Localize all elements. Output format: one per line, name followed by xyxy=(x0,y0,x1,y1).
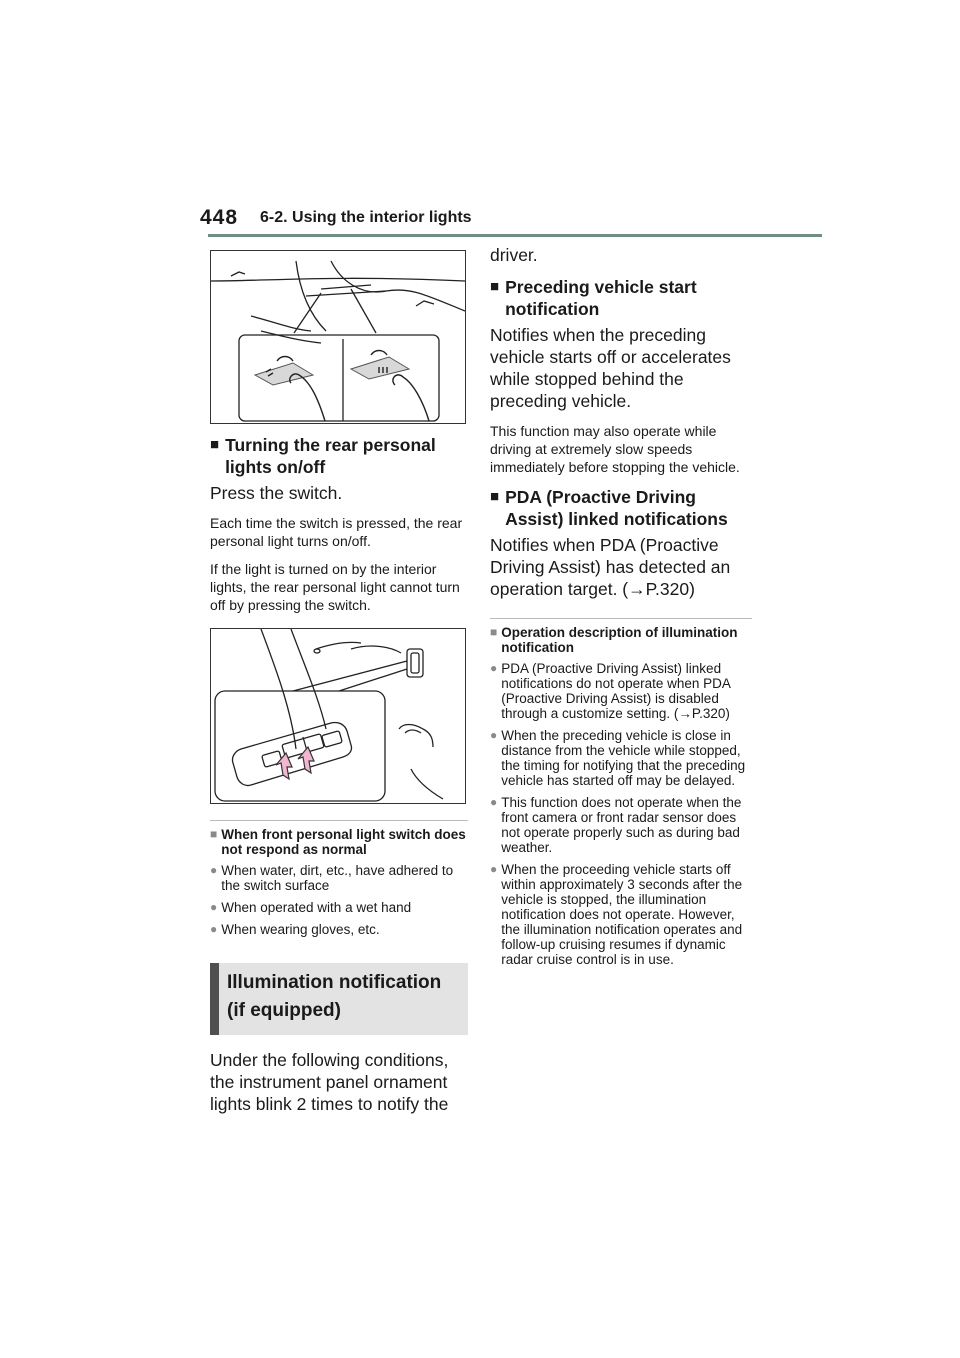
note-each-time: Each time the switch is pressed, the rear personal light turns on/off. xyxy=(210,515,463,549)
note-op-item xyxy=(490,862,752,967)
note-front-item xyxy=(210,863,468,893)
square-bullet-icon: ■ xyxy=(490,625,498,639)
body-preceding: Notifies when the preceding vehicle starts off or accelerates while stopped behind the preceding vehicle. xyxy=(490,325,731,411)
note-op-item-text: When the proceeding vehicle starts off within approximately 3 seconds after the vehicle is stopped, the illumination notification does not operate. However, the illumination notification operates and follow-up cruising resumes if dynamic radar cruise control is in use. xyxy=(501,862,743,967)
note-front-item-text: When operated with a wet hand xyxy=(221,900,412,915)
right-column xyxy=(490,245,752,974)
round-bullet-icon: ● xyxy=(490,661,498,675)
note-front-item-text: When water, dirt, etc., have adhered to the switch surface xyxy=(221,863,454,893)
note-preceding: This function may also operate while driving at extremely slow speeds immediately before stopping the vehicle. xyxy=(490,423,740,475)
note-front-item-text: When wearing gloves, etc. xyxy=(221,922,380,937)
rear-switch-illustration xyxy=(210,628,466,804)
note-front-item xyxy=(210,922,468,937)
continued-text: driver. xyxy=(490,245,538,265)
round-bullet-icon: ● xyxy=(490,795,498,809)
round-bullet-icon: ● xyxy=(210,900,218,914)
note-divider xyxy=(490,618,752,619)
rear-switch-drawing xyxy=(211,629,465,803)
section-title: 6-2. Using the interior lights xyxy=(260,209,472,226)
body-pda: Notifies when PDA (Proactive Driving Assist) has detected an operation target. (→P.320) xyxy=(490,535,731,599)
square-bullet-icon: ■ xyxy=(210,436,220,453)
left-column xyxy=(210,250,468,1125)
note-front-heading-text: When front personal light switch does not respond as normal xyxy=(221,827,466,857)
round-bullet-icon: ● xyxy=(210,863,218,877)
square-bullet-icon: ■ xyxy=(490,278,500,295)
note-op-item-text: PDA (Proactive Driving Assist) linked notifications do not operate when PDA (Proactive Driving Assist) is disabled through a customize setting. (→P.320) xyxy=(501,661,731,721)
note-front-item xyxy=(210,900,468,915)
note-op-item xyxy=(490,661,752,721)
note-op-heading xyxy=(490,625,752,655)
body-press-switch: Press the switch. xyxy=(210,483,343,503)
note-divider xyxy=(210,820,468,821)
square-bullet-icon: ■ xyxy=(210,827,218,841)
section-illumination-notification: Illumination notification (if equipped) xyxy=(210,963,468,1035)
round-bullet-icon: ● xyxy=(490,862,498,876)
note-op-item xyxy=(490,728,752,788)
square-bullet-icon: ■ xyxy=(490,488,500,505)
round-bullet-icon: ● xyxy=(490,728,498,742)
note-if-on: If the light is turned on by the interior lights, the rear personal light cannot turn off by pressing the switch. xyxy=(210,561,460,613)
front-switch-drawing xyxy=(211,251,465,423)
front-switch-illustration xyxy=(210,250,466,424)
note-front-heading xyxy=(210,827,468,857)
heading-pda-text: PDA (Proactive Driving Assist) linked notifications xyxy=(505,487,728,529)
round-bullet-icon: ● xyxy=(210,922,218,936)
note-op-item-text: This function does not operate when the front camera or front radar sensor does not operate properly such as during bad weather. xyxy=(501,795,742,855)
heading-preceding-text: Preceding vehicle start notification xyxy=(505,277,697,319)
section-intro: Under the following conditions, the instrument panel ornament lights blink 2 times to notify the xyxy=(210,1050,449,1114)
note-op-item xyxy=(490,795,752,855)
note-op-item-text: When the preceding vehicle is close in distance from the vehicle while stopped, the timing for notifying that the preceding vehicle has started off may be delayed. xyxy=(501,728,746,788)
heading-rear-lights xyxy=(210,434,468,478)
heading-pda xyxy=(490,486,752,530)
header-rule xyxy=(208,234,822,237)
heading-rear-lights-text: Turning the rear personal lights on/off xyxy=(225,435,436,477)
heading-preceding xyxy=(490,276,752,320)
note-op-heading-text: Operation description of illumination notification xyxy=(501,625,738,655)
page-number: 448 xyxy=(200,206,239,229)
